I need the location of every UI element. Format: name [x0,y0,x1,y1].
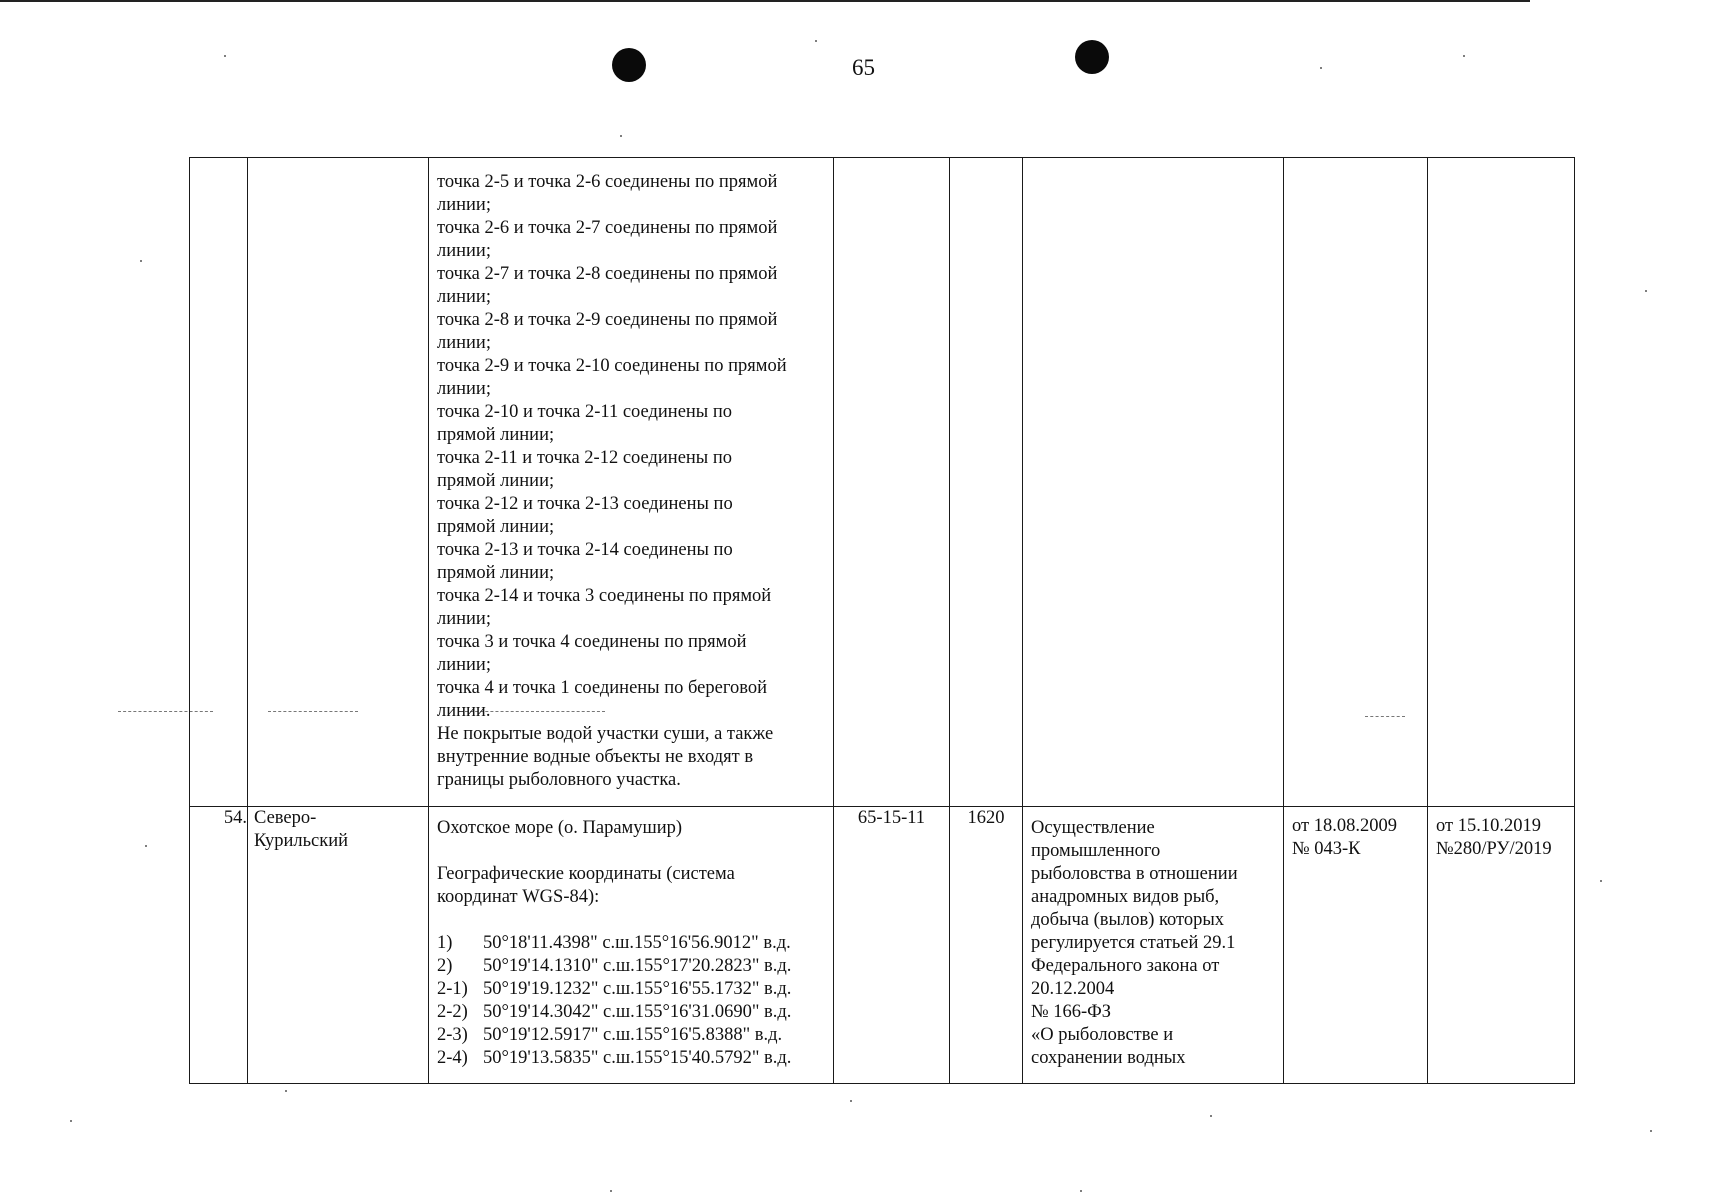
purpose-line: анадромных видов рыб, [1031,887,1220,907]
number-cell [190,158,248,807]
purpose-line: Осуществление [1031,818,1155,838]
number-cell [190,807,248,1084]
coordinate-row [437,1047,825,1070]
table-row-54 [190,807,1575,1084]
description-line: линии; [437,241,491,261]
boundary-description-cell [429,158,834,807]
coord-system-line: координат WGS-84): [437,887,600,907]
purpose-line: промышленного [1031,841,1161,861]
description-line: точка 2-7 и точка 2-8 соединены по прямой [437,264,778,284]
agreement-number: № 043-К [1292,839,1361,859]
scan-top-edge [0,0,1530,2]
area-cell [950,158,1023,807]
coordinate-value: 50°19'12.5917" с.ш.155°16'5.8388" в.д. [483,1025,783,1045]
description-line: границы рыболовного участка. [437,770,681,790]
description-line: линии. [437,701,491,721]
coordinate-index: 2-1) [437,979,468,999]
scan-speck [850,1100,852,1102]
description-line: линии; [437,655,491,675]
table-row-continuation [190,158,1575,807]
coordinate-index: 2-2) [437,1002,468,1022]
coord-system-line: Географические координаты (система [437,864,735,884]
coordinate-index: 2-4) [437,1048,468,1068]
coordinate-value: 50°18'11.4398" с.ш.155°16'56.9012" в.д. [483,933,791,953]
coordinate-value: 50°19'13.5835" с.ш.155°15'40.5792" в.д. [483,1048,792,1068]
description-line: прямой линии; [437,471,555,491]
purpose-line: Федерального закона от [1031,956,1220,976]
description-line: Не покрытые водой участки суши, а также [437,724,774,744]
site-code: 65-15-11 [857,808,926,828]
coordinate-value: 50°19'14.1310" с.ш.155°17'20.2823" в.д. [483,956,792,976]
punch-hole-right [1075,40,1109,74]
scan-speck [70,1120,72,1122]
site-area: 1620 [967,808,1005,828]
name-cell [248,158,429,807]
fishing-sites-table [189,157,1575,1084]
coordinate-index: 1) [437,933,453,953]
date1-cell [1284,158,1428,807]
scan-speck [140,260,142,262]
description-line: точка 2-13 и точка 2-14 соединены по [437,540,733,560]
scan-speck [1210,1115,1212,1117]
description-line: точка 2-8 и точка 2-9 соединены по прямой [437,310,778,330]
date2-cell [1428,158,1575,807]
coordinate-index: 2-3) [437,1025,468,1045]
agreement-date: от 18.08.2009 [1292,816,1397,836]
coordinate-row [437,978,825,1001]
description-line: точка 2-5 и точка 2-6 соединены по прямой [437,172,778,192]
coordinate-row [437,932,825,955]
description-line: точка 2-12 и точка 2-13 соединены по [437,494,733,514]
description-line: точка 2-9 и точка 2-10 соединены по прямой [437,356,787,376]
decision-number: №280/РУ/2019 [1436,839,1552,859]
coordinate-value: 50°19'19.1232" с.ш.155°16'55.1732" в.д. [483,979,792,999]
scan-speck [285,1090,287,1092]
description-line: точка 2-6 и точка 2-7 соединены по прямой [437,218,778,238]
description-line: точка 3 и точка 4 соединены по прямой [437,632,747,652]
scan-speck [1600,880,1602,882]
code-cell [834,158,950,807]
date2-cell [1428,807,1575,1084]
purpose-cell [1023,158,1284,807]
description-line: точка 2-11 и точка 2-12 соединены по [437,448,733,468]
coordinate-row [437,1001,825,1024]
code-cell [834,807,950,1084]
description-line: линии; [437,195,491,215]
description-line: внутренние водные объекты не входят в [437,747,754,767]
row-number: 54. [223,808,247,828]
description-line: прямой линии; [437,563,555,583]
description-line: точка 2-10 и точка 2-11 соединены по [437,402,733,422]
scan-speck [1080,1190,1082,1192]
purpose-line: регулируется статьей 29.1 [1031,933,1236,953]
description-line: линии; [437,609,491,629]
scan-speck [1650,1130,1652,1132]
purpose-line: рыболовства в отношении [1031,864,1238,884]
scan-speck [620,135,622,137]
coordinate-value: 50°19'14.3042" с.ш.155°16'31.0690" в.д. [483,1002,792,1022]
purpose-line: 20.12.2004 [1031,979,1115,999]
area-cell [950,807,1023,1084]
purpose-line: «О рыболовстве и [1031,1025,1174,1045]
description-line: линии; [437,379,491,399]
scan-speck [1463,55,1465,57]
scan-speck [1320,67,1322,69]
purpose-line: сохранении водных [1031,1048,1186,1068]
description-line: линии; [437,333,491,353]
description-line: точка 4 и точка 1 соединены по береговой [437,678,767,698]
coordinate-row [437,1024,825,1047]
description-line: прямой линии; [437,517,555,537]
location-text: Охотское море (о. Парамушир) [437,818,683,838]
scan-speck [1645,290,1647,292]
coordinate-row [437,955,825,978]
description-line: прямой линии; [437,425,555,445]
scan-speck [610,1190,612,1192]
scan-speck [815,40,817,42]
site-name-line: Курильский [254,831,349,851]
purpose-line: № 166-ФЗ [1031,1002,1112,1022]
boundary-description-cell [429,807,834,1084]
description-line: точка 2-14 и точка 3 соединены по прямой [437,586,772,606]
date1-cell [1284,807,1428,1084]
punch-hole-left [612,48,646,82]
scan-speck [224,55,226,57]
scan-speck [145,845,147,847]
page-number: 65 [852,55,875,80]
purpose-cell [1023,807,1284,1084]
name-cell [248,807,429,1084]
purpose-line: добыча (вылов) которых [1031,910,1225,930]
decision-date: от 15.10.2019 [1436,816,1541,836]
coordinate-index: 2) [437,956,453,976]
description-line: линии; [437,287,491,307]
site-name-line: Северо- [254,808,317,828]
